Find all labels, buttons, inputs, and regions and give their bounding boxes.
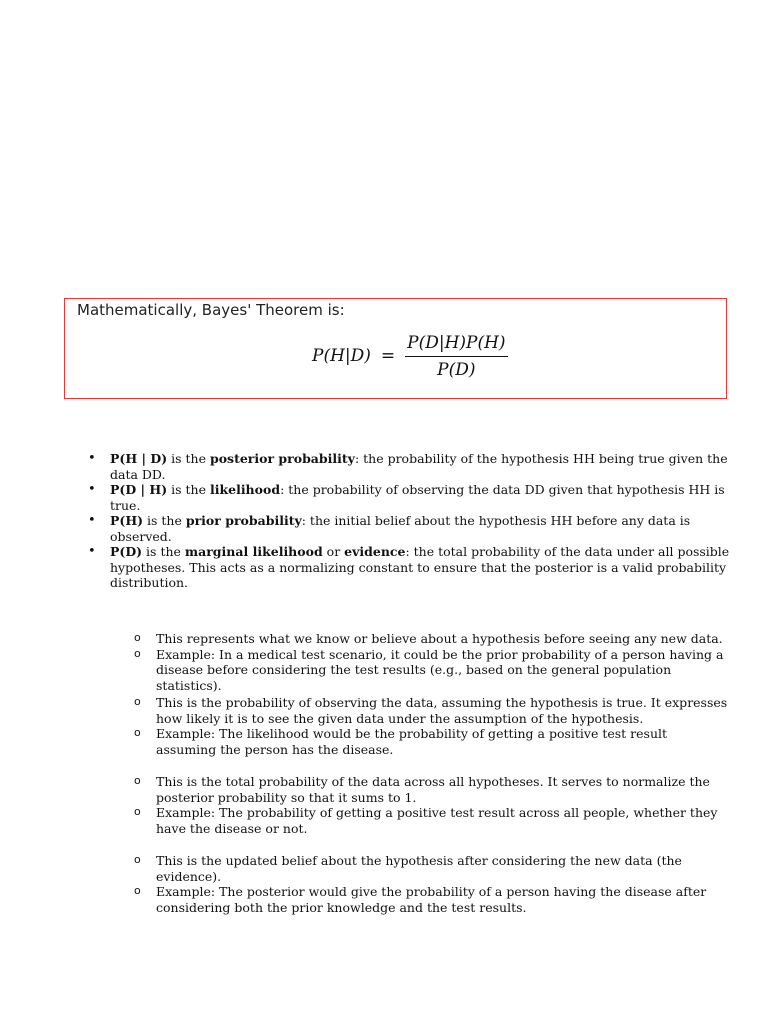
- list-item: o Example: The posterior would give the probability of a person having the disease after considering both the prior knowledge and the test results.: [156, 884, 730, 915]
- term: P(D | H): [110, 482, 168, 497]
- connector-text: is the: [167, 482, 210, 497]
- definition-item: [110, 482, 730, 513]
- prior-explanation-list: [156, 631, 730, 693]
- bayes-formula: [312, 331, 508, 381]
- formula-equals: =: [380, 346, 396, 366]
- term-name: prior probability: [185, 513, 302, 528]
- connector-text: or: [322, 544, 345, 559]
- list-item: o This represents what we know or believe about a hypothesis before seeing any new data.: [156, 631, 730, 647]
- definition-list: [110, 451, 730, 591]
- definition-text: : the probability of the hypothesis HH being true given the data DD.: [110, 451, 728, 482]
- definition-text: : the probability of observing the data DD given that hypothesis HH is true.: [110, 482, 725, 513]
- list-item: o Example: The probability of getting a positive test result across all people, whether they have the disease or not.: [156, 805, 730, 836]
- term-name: posterior probability: [209, 451, 355, 466]
- bayes-formula-box: [64, 298, 727, 399]
- list-item: o Example: In a medical test scenario, it could be the prior probability of a person having a disease before considering the test results (e.g., based on the general population statistics).: [156, 647, 730, 694]
- connector-text: is the: [142, 544, 185, 559]
- term: P(D): [110, 544, 143, 559]
- term-name: evidence: [344, 544, 406, 559]
- list-item: o This is the probability of observing the data, assuming the hypothesis is true. It expresses how likely it is to see the given data under the assumption of the hypothesis.: [156, 695, 730, 726]
- term-name: marginal likelihood: [184, 544, 323, 559]
- posterior-explanation-list: [156, 853, 730, 915]
- formula-fraction: [405, 333, 507, 380]
- term: P(H | D): [110, 451, 168, 466]
- definition-text: : the initial belief about the hypothesis HH before any data is observed.: [110, 513, 691, 544]
- formula-numerator: P(D|H)P(H): [405, 333, 507, 357]
- connector-text: is the: [167, 451, 210, 466]
- connector-text: is the: [143, 513, 186, 528]
- term-name: likelihood: [209, 482, 281, 497]
- evidence-explanation-list: [156, 774, 730, 836]
- list-item: o This is the total probability of the data across all hypotheses. It serves to normalize the posterior probability so that it sums to 1.: [156, 774, 730, 805]
- box-heading: Mathematically, Bayes' Theorem is:: [77, 301, 345, 319]
- definition-item: [110, 513, 730, 544]
- definition-item: [110, 451, 730, 482]
- formula-denominator: P(D): [437, 359, 476, 380]
- list-item: o Example: The likelihood would be the probability of getting a positive test result assuming the person has the disease.: [156, 726, 730, 757]
- term: P(H): [110, 513, 144, 528]
- definition-text: : the total probability of the data under all possible hypotheses. This acts as a normalizing constant to ensure that the posterior is a valid probability distribution.: [110, 544, 730, 590]
- definition-item: [110, 544, 730, 591]
- formula-lhs: P(H|D): [312, 346, 371, 366]
- list-item: o This is the updated belief about the hypothesis after considering the new data (the evidence).: [156, 853, 730, 884]
- likelihood-explanation-list: [156, 695, 730, 757]
